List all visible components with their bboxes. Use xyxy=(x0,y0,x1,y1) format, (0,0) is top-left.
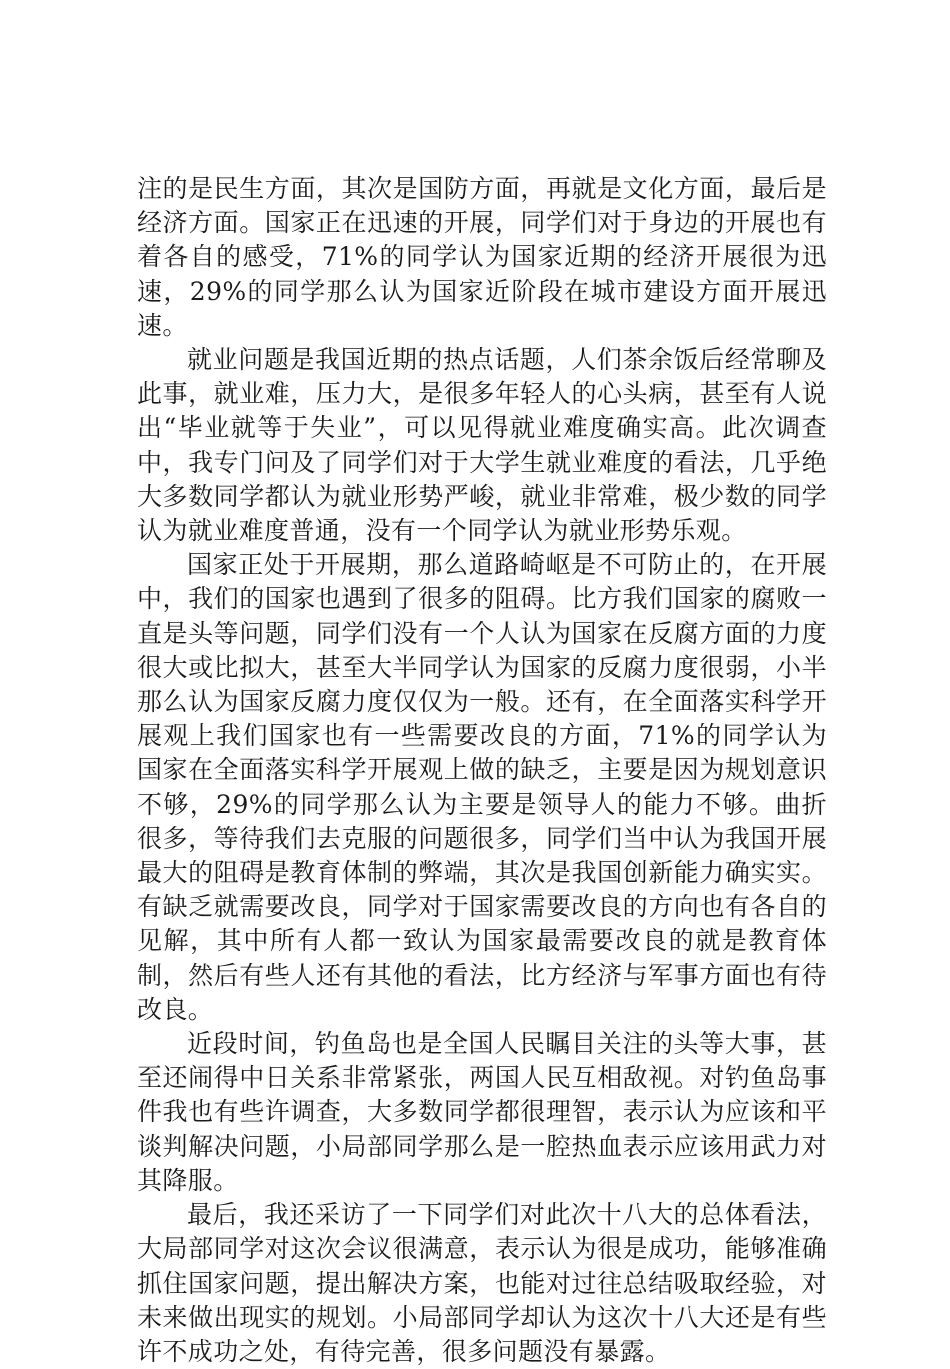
paragraph-1: 注的是民生方面，其次是国防方面，再就是文化方面，最后是经济方面。国家正在迅速的开展，同学们对于身边的开展也有着各自的感受，71%的同学认为国家近期的经济开展很为迅速，29%的同学那么认为国家近阶段在城市建设方面开展迅速。 xyxy=(137,174,827,340)
paragraph-3: 国家正处于开展期，那么道路崎岖是不可防止的，在开展中，我们的国家也遇到了很多的阻碍。比方我们国家的腐败一直是头等问题，同学们没有一个人认为国家在反腐方面的力度很大或比拟大，甚至大半同学认为国家的反腐力度很弱，小半那么认为国家反腐力度仅仅为一般。还有，在全面落实科学开展观上我们国家也有一些需要改良的方面，71%的同学认为国家在全面落实科学开展观上做的缺乏，主要是因为规划意识不够，29%的同学那么认为主要是领导人的能力不够。曲折很多，等待我们去克服的问题很多，同学们当中认为我国开展最大的阻碍是教育体制的弊端，其次是我国创新能力确实实。有缺乏就需要改良，同学对于国家需要改良的方向也有各自的见解，其中所有人都一致认为国家最需要改良的就是教育体制，然后有些人还有其他的看法，比方经济与军事方面也有待改良。 xyxy=(137,550,827,1024)
paragraph-4: 近段时间，钓鱼岛也是全国人民瞩目关注的头等大事，甚至还闹得中日关系非常紧张，两国人民互相敌视。对钓鱼岛事件我也有些许调查，大多数同学都很理智，表示认为应该和平谈判解决问题，小局部同学那么是一腔热血表示应该用武力对其降服。 xyxy=(137,1029,827,1195)
document-body xyxy=(137,172,827,1369)
paragraph-5: 最后，我还采访了一下同学们对此次十八大的总体看法，大局部同学对这次会议很满意，表示认为很是成功，能够准确抓住国家问题，提出解决方案，也能对过往总结吸取经验，对未来做出现实的规划。小局部同学却认为这次十八大还是有些许不成功之处，有待完善，很多问题没有暴露。 xyxy=(137,1200,827,1366)
paragraph-2: 就业问题是我国近期的热点话题，人们茶余饭后经常聊及此事，就业难，压力大，是很多年轻人的心头病，甚至有人说出“毕业就等于失业”，可以见得就业难度确实高。此次调查中，我专门问及了同学们对于大学生就业难度的看法，几乎绝大多数同学都认为就业形势严峻，就业非常难，极少数的同学认为就业难度普通，没有一个同学认为就业形势乐观。 xyxy=(137,345,827,546)
